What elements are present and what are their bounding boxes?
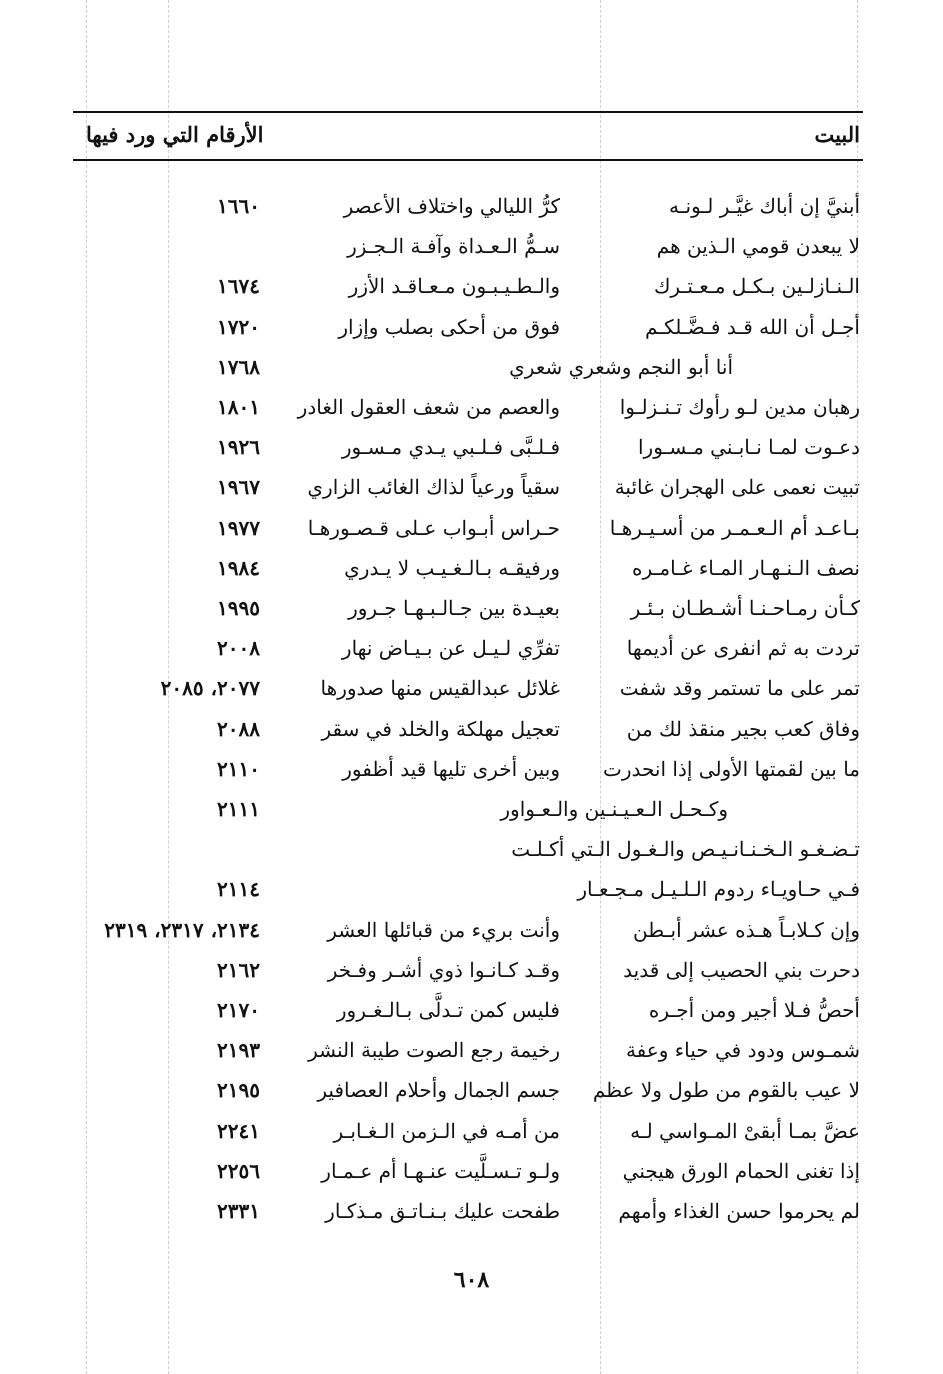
index-row: [0, 467, 943, 507]
verse-single: وكـحـل الـعـيـنـين والـعـواور: [500, 797, 728, 821]
verse-second-hemistich: تفرِّي لـيـل عن بـيـاض نهار: [341, 636, 560, 661]
verse-second-hemistich: فليس كمن تـدلَّى بـالـغـرور: [336, 998, 560, 1022]
occurrence-numbers: ٢١١٠: [217, 756, 260, 781]
occurrence-numbers: ٢٠٧٧، ٢٠٨٥: [160, 676, 260, 701]
occurrence-numbers: ١٨٠١: [217, 395, 260, 419]
index-row: [0, 829, 943, 869]
index-row: [0, 588, 943, 628]
index-row: [0, 307, 943, 347]
index-row: [0, 950, 943, 990]
verse-second-hemistich: والـطـيـبـون مـعـاقـد الأزر: [348, 274, 560, 299]
verse-second-hemistich: سـمُّ الـعـداة وآفـة الـجـزر: [347, 234, 560, 259]
index-row: [0, 427, 943, 467]
index-row: [0, 1151, 943, 1191]
verse-first-hemistich: وفاق كعب بجير منقذ لك من: [626, 716, 860, 741]
verse-first-hemistich: بـاعـد أم الـعـمـر من أسـيـرهـا: [609, 515, 860, 540]
verse-second-hemistich: بعيـدة بين جـالـبـهـا جـرور: [348, 596, 560, 620]
occurrence-numbers: ٢٢٤١: [217, 1118, 260, 1143]
verse-first-hemistich: تردت به ثم انفرى عن أديمها: [626, 636, 860, 661]
verse-second-hemistich: ورفيقـه بـالـغـيـب لا يـدري: [344, 555, 560, 580]
occurrence-numbers: ٢٠٠٨: [217, 636, 260, 661]
index-row: [0, 226, 943, 266]
occurrence-numbers: ٢١٣٤، ٢٣١٧، ٢٣١٩: [104, 917, 260, 942]
occurrence-numbers: ١٩٢٦: [217, 435, 260, 460]
verse-second-hemistich: رخيمة رجع الصوت طيبة النشر: [308, 1038, 560, 1063]
index-row: [0, 548, 943, 588]
verse-second-hemistich: والعصم من شعف العقول الغادر: [297, 395, 560, 419]
verse-second-hemistich: من أمـه في الـزمن الـغـابـر: [333, 1118, 560, 1143]
verse-second-hemistich: ولـو تـسـلَّيت عنـهـا أم عـمـار: [321, 1158, 560, 1183]
verse-second-hemistich: جسم الجمال وأحلام العصافير: [317, 1078, 560, 1103]
verse-second-hemistich: فـلـبَّى فـلـبي يـدي مـسـور: [341, 435, 560, 460]
index-row: [0, 668, 943, 708]
top-rule: [73, 111, 863, 113]
index-row: [0, 1191, 943, 1231]
index-row: [0, 347, 943, 387]
verse-first-hemistich: ما بين لقمتها الأولى إذا انحدرت: [603, 756, 860, 781]
index-row: [0, 1030, 943, 1070]
verse-second-hemistich: حـراس أبـواب عـلى قـصـورهـا: [307, 515, 560, 540]
occurrence-numbers: ١٩٨٤: [217, 555, 260, 580]
index-row: [0, 709, 943, 749]
verse-second-hemistich: وقـد كـانـوا ذوي أشـر وفـخر: [327, 957, 560, 982]
verse-first-hemistich: لم يحرموا حسن الغذاء وأمهم: [618, 1199, 860, 1223]
verse-second-hemistich: سقياً ورعياً لذاك الغائب الزاري: [307, 475, 560, 500]
occurrence-numbers: ٢٠٨٨: [217, 716, 260, 741]
verse-first-hemistich: دعـوت لمـا نـابـني مـسـورا: [637, 435, 860, 460]
occurrence-numbers: ١٦٧٤: [217, 274, 260, 299]
index-row: [0, 789, 943, 829]
verse-single: فـي حـاويـاء ردوم الـلـيـل مـجـعـار: [577, 877, 860, 902]
verse-first-hemistich: نصف الـنـهـار المـاء غـامـره: [632, 555, 860, 580]
verse-first-hemistich: إذا تغنى الحمام الورق هيجني: [622, 1158, 860, 1183]
verse-column-header: البيت: [814, 122, 860, 147]
index-row: [0, 1111, 943, 1151]
numbers-column-header: الأرقام التي ورد فيها: [86, 122, 264, 147]
header-rule: [73, 159, 863, 161]
occurrence-numbers: ١٧٦٨: [217, 354, 260, 379]
index-row: [0, 508, 943, 548]
index-row: [0, 1070, 943, 1110]
verse-second-hemistich: تعجيل مهلكة والخلد في سقر: [321, 716, 560, 741]
index-row: [0, 186, 943, 226]
verse-first-hemistich: كـأن رمـاحـنـا أشـطـان بـئـر: [630, 596, 860, 620]
verse-first-hemistich: أحصُّ فـلا أجير ومن أجـره: [648, 998, 860, 1022]
verse-first-hemistich: عضَّ بمـا أبقىْ المـواسي لـه: [630, 1118, 860, 1143]
verse-single: تـضـغـو الـخـنـانـيـص والـغـول الـتي أكـلـت: [511, 837, 860, 862]
verse-first-hemistich: لا يبعدن قومي الـذين هم: [656, 234, 860, 259]
verse-second-hemistich: فوق من أحكى بصلب وإزار: [338, 314, 560, 339]
occurrence-numbers: ٢١٩٣: [217, 1038, 260, 1063]
verse-first-hemistich: رهبان مدين لـو رأوك تـنـزلـوا: [619, 395, 860, 419]
verse-first-hemistich: دحرت بني الحصيب إلى قديد: [623, 957, 860, 982]
occurrence-numbers: ٢١٧٠: [217, 998, 260, 1022]
occurrence-numbers: ١٩٧٧: [217, 515, 260, 540]
verse-second-hemistich: غلائل عبدالقيس منها صدورها: [320, 676, 560, 701]
verse-first-hemistich: تمر على ما تستمر وقد شفت: [619, 676, 860, 701]
index-row: [0, 990, 943, 1030]
index-row: [0, 387, 943, 427]
index-row: [0, 266, 943, 306]
verse-first-hemistich: أبنيَّ إن أباك غيَّـر لـونـه: [668, 194, 860, 218]
index-row: [0, 749, 943, 789]
occurrence-numbers: ٢١١٤: [217, 877, 260, 902]
occurrence-numbers: ٢١٩٥: [217, 1078, 260, 1103]
occurrence-numbers: ١٩٩٥: [217, 596, 260, 620]
occurrence-numbers: ١٧٢٠: [217, 314, 260, 339]
verse-single: أنا أبو النجم وشعري شعري: [509, 354, 733, 379]
verse-first-hemistich: لا عيب بالقوم من طول ولا عظم: [592, 1078, 860, 1103]
index-row: [0, 869, 943, 909]
verse-first-hemistich: شمـوس ودود في حياء وعفة: [625, 1038, 860, 1063]
verse-second-hemistich: طفحت عليك بـنـاتـق مـذكـار: [325, 1199, 560, 1223]
verse-second-hemistich: كرُّ الليالي واختلاف الأعصر: [343, 194, 560, 218]
occurrence-numbers: ٢١٦٢: [217, 957, 260, 982]
index-row: [0, 910, 943, 950]
verse-first-hemistich: تبيت نعمى على الهجران غائبة: [614, 475, 860, 500]
occurrence-numbers: ١٩٦٧: [217, 475, 260, 500]
verse-second-hemistich: وأنت بريء من قبائلها العشر: [327, 917, 560, 942]
verse-first-hemistich: الـنـازلـين بـكـل مـعـتـرك: [653, 274, 860, 299]
occurrence-numbers: ٢١١١: [217, 797, 260, 821]
verse-first-hemistich: أجـل أن الله قـد فـضَّـلكـم: [645, 314, 860, 339]
index-row: [0, 628, 943, 668]
verse-second-hemistich: وبين أخرى تليها قيد أظفور: [342, 756, 560, 781]
occurrence-numbers: ٢٣٣١: [217, 1199, 260, 1223]
occurrence-numbers: ١٦٦٠: [217, 194, 260, 218]
verse-first-hemistich: وإن كـلابـاً هـذه عشر أبـطن: [633, 917, 860, 942]
page-number: ٦٠٨: [453, 1267, 490, 1293]
occurrence-numbers: ٢٢٥٦: [217, 1158, 260, 1183]
